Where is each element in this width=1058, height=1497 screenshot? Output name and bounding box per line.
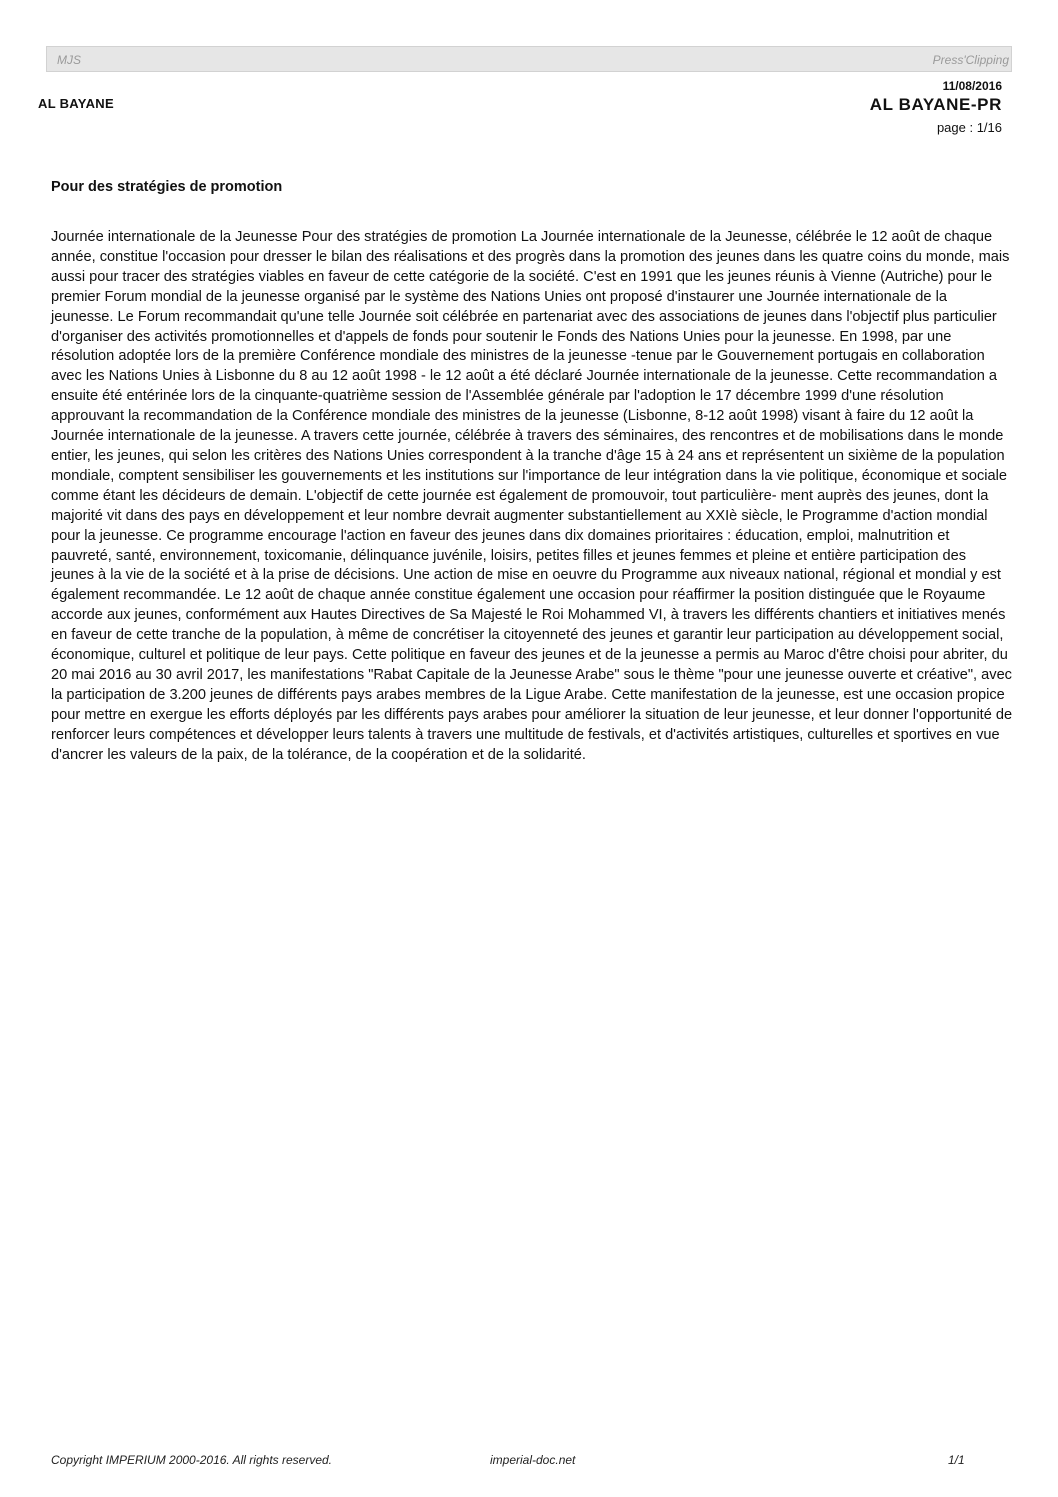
publication-name: AL BAYANE-PR bbox=[869, 95, 1002, 114]
page-indicator: page : 1/16 bbox=[936, 120, 1002, 135]
article-title: Pour des stratégies de promotion bbox=[51, 179, 283, 195]
publication-date: 11/08/2016 bbox=[942, 79, 1002, 93]
header-client-label: MJS bbox=[57, 53, 81, 67]
article-body: Journée internationale de la Jeunesse Pour des stratégies de promotion La Journée internationale de la Jeunesse, célébrée le 12 août de chaque année, constitue l'occasion pour dresser le bilan des réalisations et des progrès dans la promotion des jeunes dans les quatre coins du monde, mais aussi pour tracer des stratégies viables en faveur de cette catégorie de la société. C'est en 1991 que les jeunes réunis à Vienne (Autriche) pour le premier Forum mondial de la jeunesse organisé par le système des Nations Unies ont proposé d'instaurer une Journée internationale de la jeunesse. Le Forum recommandait qu'une telle Journée soit célébrée en partenariat avec des associations de jeunes dans l'objectif plus particulier d'organiser des activités promotionnelles et d'appels de fonds pour soutenir le Fonds des Nations Unies pour la jeunesse. En 1998, par une résolution adoptée lors de la première Conférence mondiale des ministres de la jeunesse -tenue par le Gouvernement portugais en collaboration avec les Nations Unies à Lisbonne du 8 au 12 août 1998 - le 12 août a été déclaré Journée internationale de la jeunesse. Cette recommandation a ensuite été entérinée lors de la cinquante-quatrième session de l'Assemblée générale par l'adoption le 17 décembre 1999 d'une résolution approuvant la recommandation de la Conférence mondiale des ministres de la jeunesse (Lisbonne, 8-12 août 1998) visant à faire du 12 août la Journée internationale de la jeunesse. A travers cette journée, célébrée à travers des séminaires, des rencontres et de mobilisations dans le monde entier, les jeunes, qui selon les critères des Nations Unies correspondent à la tranche d'âge 15 à 24 ans et représentent un sixième de la population mondiale, comptent sensibiliser les gouvernements et les institutions sur l'importance de leur intégration dans la vie politique, économique et sociale comme étant les décideurs de demain. L'objectif de cette journée est également de promouvoir, tout particulière- ment auprès des jeunes, dont la majorité vit dans des pays en développement et leur nombre devrait augmenter substantiellement au XXIè siècle, le Programme d'action mondial pour la jeunesse. Ce programme encourage l'action en faveur des jeunes dans dix domaines prioritaires : éducation, emploi, malnutrition et pauvreté, santé, environnement, toxicomanie, délinquance juvénile, loisirs, petites filles et jeunes femmes et pleine et entière participation des jeunes à la vie de la société et à la prise de décisions. Une action de mise en oeuvre du Programme aux niveaux national, régional et mondial y est également recommandée. Le 12 août de chaque année constitue également une occasion pour réaffirmer la position distinguée que le Royaume accorde aux jeunes, conformément aux Hautes Directives de Sa Majesté le Roi Mohammed VI, à travers les différents chantiers et initiatives menés en faveur de cette tranche de la population, à même de concrétiser la citoyenneté des jeunes et garantir leur participation au développement social, économique, culturel et politique de leur pays. Cette politique en faveur des jeunes et de la jeunesse a permis au Maroc d'être choisi pour abriter, du 20 mai 2016 au 30 avril 2017, les manifestations "Rabat Capitale de la Jeunesse Arabe" sous le thème "pour une jeunesse ouverte et créative", avec la participation de 3.200 jeunes de différents pays arabes membres de la Ligue Arabe. Cette manifestation de la jeunesse, est une occasion propice pour mettre en exergue les efforts déployés par les différents pays arabes pour améliorer la situation de leur jeunesse, et leur donner l'opportunité de renforcer leurs compétences et développer leurs talents à travers une multitude de festivals, et d'activités artistiques, culturelles et sportives en vue d'ancrer les valeurs de la paix, de la tolérance, de la coopération et de la solidarité. bbox=[51, 229, 1013, 763]
source-name: AL BAYANE bbox=[38, 96, 114, 111]
publication-meta bbox=[870, 78, 1002, 138]
header-bar bbox=[46, 46, 1012, 72]
header-service-label: Press'Clipping bbox=[932, 53, 1009, 67]
footer-copyright: Copyright IMPERIUM 2000-2016. All rights reserved. bbox=[51, 1453, 333, 1467]
footer-site-link[interactable]: imperial-doc.net bbox=[490, 1453, 576, 1467]
footer-page-count: 1/1 bbox=[948, 1453, 965, 1467]
